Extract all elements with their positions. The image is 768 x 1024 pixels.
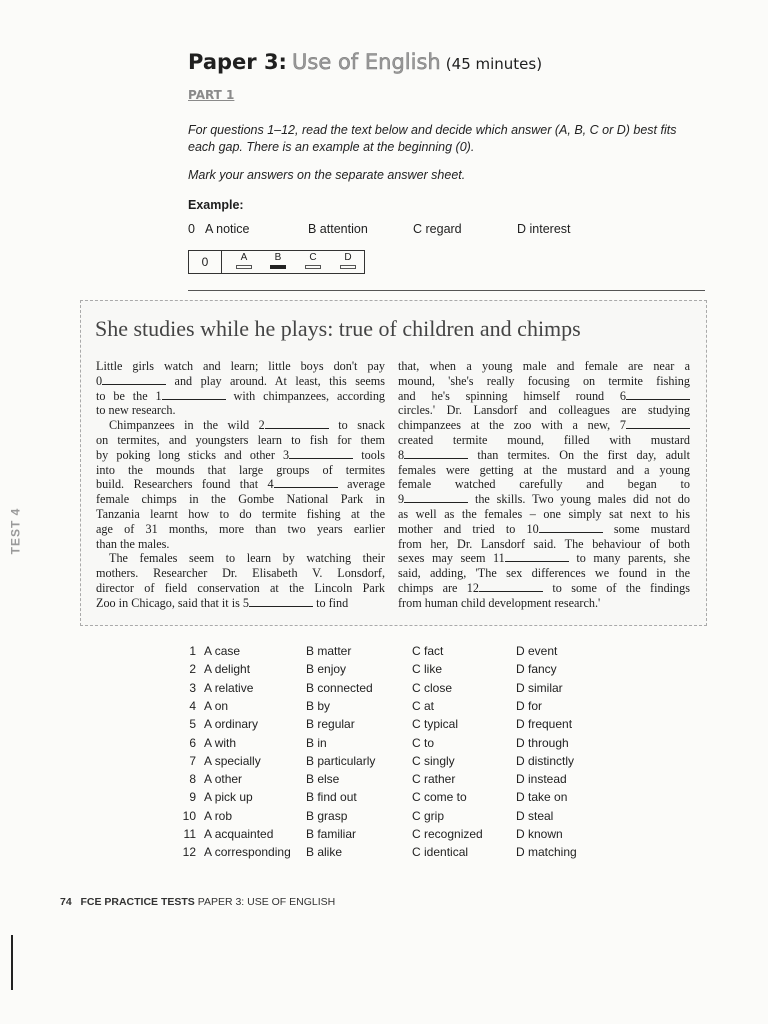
paper-number: Paper 3: — [188, 50, 287, 74]
option-c[interactable] — [412, 715, 458, 733]
instructions-line-1: For questions 1–12, read the text below and decide which answer (A, B, C or D) best fits — [188, 123, 677, 137]
option-word: like — [424, 662, 443, 677]
option-word: singly — [424, 753, 455, 768]
option-letter: C — [412, 735, 424, 750]
option-word: find out — [317, 790, 357, 805]
passage-text: average — [347, 477, 385, 492]
option-letter: A — [204, 808, 215, 823]
option-b[interactable] — [306, 825, 356, 843]
option-d[interactable] — [516, 660, 557, 678]
option-a[interactable] — [204, 825, 273, 843]
passage-text: with chimpanzees, according — [233, 388, 386, 403]
answer-letter-b: B — [274, 252, 282, 263]
option-letter: D — [516, 680, 528, 695]
option-d[interactable] — [516, 843, 577, 861]
option-letter: A — [204, 680, 215, 695]
passage-text: 8 — [398, 447, 405, 462]
option-d[interactable] — [516, 752, 574, 770]
option-letter: C — [412, 845, 424, 860]
option-letter: B — [306, 717, 318, 732]
passage-text: to new research. — [96, 403, 176, 418]
option-d[interactable] — [516, 770, 567, 788]
option-word: rather — [424, 772, 456, 787]
passage-text: female watched carefully and began to — [398, 477, 690, 492]
option-letter: B — [306, 662, 318, 677]
passage-text: that, when a young male and female are near a — [398, 359, 690, 373]
option-word: event — [528, 644, 558, 658]
passage-text: chimpanzees at the zoo with a new, 7 — [398, 418, 626, 433]
option-letter: B — [306, 735, 318, 750]
option-word: take on — [528, 790, 568, 805]
passage-text: mound, 'she's really focusing on termite fishing — [398, 373, 690, 388]
option-a[interactable] — [204, 697, 228, 715]
question-number: 1 — [189, 644, 196, 658]
option-b[interactable] — [306, 660, 346, 678]
option-word: grasp — [317, 808, 348, 823]
option-d[interactable] — [516, 679, 563, 697]
passage-text: Tanzania learnt how to do termite fishing at the — [96, 506, 385, 521]
option-word: else — [317, 772, 340, 787]
option-word: ordinary — [214, 717, 259, 732]
mark-instructions: Mark your answers on the separate answer sheet. — [188, 168, 466, 182]
option-letter: D — [516, 827, 528, 841]
passage-text: mother and tried to 10 — [398, 521, 539, 536]
option-a[interactable] — [204, 660, 250, 678]
passage-text: said, adding, 'The sex differences we found in the — [398, 566, 690, 581]
option-word: identical — [424, 845, 469, 860]
option-a[interactable] — [204, 752, 261, 770]
option-letter: D — [516, 698, 528, 713]
option-c[interactable] — [412, 807, 444, 825]
page-number: 74 — [60, 896, 72, 908]
example-option-c: C regard — [413, 222, 462, 236]
option-letter: B — [306, 644, 318, 658]
part-heading: PART 1 — [188, 88, 235, 102]
question-number: 8 — [189, 772, 196, 787]
option-word: alike — [317, 845, 343, 860]
passage-text: from human child development research.' — [398, 595, 601, 610]
passage-text: than termites. On the first day, adult — [477, 447, 690, 462]
passage-text: and play around. At least, this seems — [174, 373, 385, 388]
passage-text: to be the 1 — [96, 388, 162, 403]
option-c[interactable] — [412, 679, 452, 697]
option-c[interactable] — [412, 734, 434, 752]
question-number: 11 — [183, 827, 196, 841]
option-word: specially — [214, 753, 261, 768]
option-d[interactable] — [516, 642, 557, 660]
option-d[interactable] — [516, 788, 567, 806]
option-letter: A — [204, 698, 215, 713]
example-label: Example: — [188, 198, 244, 212]
passage-text: by poking long sticks and other 3 — [96, 447, 290, 462]
instructions-line-2: each gap. There is an example at the beginning (0). — [188, 140, 475, 154]
option-word: acquainted — [214, 827, 274, 841]
question-number: 9 — [189, 790, 196, 805]
side-tab-label: TEST 4 — [8, 507, 23, 555]
option-letter: C — [412, 662, 424, 677]
option-word: typical — [424, 717, 459, 732]
option-word: grip — [424, 808, 445, 823]
passage-text: the skills. Two young males did not do — [474, 492, 690, 507]
option-word: rob — [214, 808, 233, 823]
passage-text: Zoo in Chicago, said that it is 5 — [96, 595, 250, 610]
option-letter: C — [412, 827, 424, 841]
option-letter: C — [412, 753, 424, 768]
option-c[interactable] — [412, 697, 434, 715]
option-b[interactable] — [306, 752, 375, 770]
option-letter: A — [204, 662, 215, 677]
option-b[interactable] — [306, 788, 357, 806]
passage-text: Chimpanzees in the wild 2 — [109, 418, 265, 433]
option-word: distinctly — [528, 753, 575, 768]
option-b[interactable] — [306, 843, 342, 861]
option-letter: C — [412, 698, 424, 713]
option-word: other — [214, 772, 243, 787]
passage-text: into the mounds that large groups of termites — [96, 462, 385, 477]
option-d[interactable] — [516, 825, 563, 843]
example-option-d: D interest — [517, 222, 571, 236]
passage-text: build. Researchers found that 4 — [96, 477, 274, 492]
option-letter: B — [306, 753, 318, 768]
option-letter: B — [306, 808, 318, 823]
option-letter: C — [412, 644, 424, 658]
option-letter: D — [516, 644, 528, 658]
option-word: enjoy — [317, 662, 347, 677]
passage-text: The females seem to learn by watching their — [109, 551, 385, 566]
option-b[interactable] — [306, 770, 339, 788]
option-letter: C — [412, 772, 424, 787]
paper-section: Use of English — [292, 50, 441, 74]
option-word: for — [528, 698, 543, 713]
option-c[interactable] — [412, 825, 483, 843]
answer-letter-d: D — [344, 252, 352, 263]
example-option-a: A notice — [205, 222, 250, 236]
test-side-tab — [8, 496, 54, 576]
option-word: recognized — [424, 827, 483, 841]
passage-text: chimps are 12 — [398, 580, 479, 595]
answer-letter-a: A — [240, 252, 248, 263]
question-number: 4 — [189, 698, 196, 713]
option-c[interactable] — [412, 752, 455, 770]
question-number: 12 — [182, 845, 196, 860]
option-letter: B — [306, 680, 318, 695]
option-b[interactable] — [306, 642, 351, 660]
passage-text: Little girls watch and learn; little boys don't pay — [96, 359, 385, 373]
option-word: close — [424, 680, 453, 695]
footer-section: PAPER 3: USE OF ENGLISH — [197, 896, 336, 908]
passage-title: She studies while he plays: true of children and chimps — [95, 316, 581, 341]
option-letter: A — [204, 735, 215, 750]
option-letter: C — [412, 808, 424, 823]
option-word: particularly — [317, 753, 376, 768]
option-a[interactable] — [204, 807, 232, 825]
option-d[interactable] — [516, 715, 572, 733]
option-word: pick up — [214, 790, 253, 805]
option-b[interactable] — [306, 697, 330, 715]
option-a[interactable] — [204, 679, 253, 697]
passage-text: tools — [361, 447, 385, 462]
option-word: to — [424, 735, 435, 750]
passage-text: some mustard — [613, 521, 690, 536]
option-letter: B — [306, 790, 318, 805]
passage-text: circles.' Dr. Lansdorf and colleagues are studying — [398, 403, 690, 418]
option-a[interactable] — [204, 770, 242, 788]
option-word: delight — [214, 662, 251, 677]
passage-text: to many parents, she — [576, 551, 690, 566]
option-letter: D — [516, 717, 528, 732]
question-number: 3 — [189, 680, 196, 695]
passage-text: to snack — [338, 418, 386, 433]
option-letter: B — [306, 827, 318, 841]
option-word: on — [214, 698, 229, 713]
option-letter: D — [516, 845, 528, 860]
passage-text: director of field conservation at the Lincoln Park — [96, 580, 385, 595]
passage-text: and he's spinning himself round 6 — [398, 388, 626, 403]
option-letter: D — [516, 808, 528, 823]
option-d[interactable] — [516, 807, 553, 825]
option-word: similar — [528, 680, 563, 695]
option-word: with — [214, 735, 237, 750]
option-letter: A — [204, 845, 215, 860]
option-b[interactable] — [306, 807, 347, 825]
question-number: 5 — [189, 717, 196, 732]
passage-text: age of 31 months, more than two years earlier — [96, 521, 385, 536]
option-c[interactable] — [412, 770, 455, 788]
option-letter: A — [204, 827, 215, 841]
option-letter: B — [306, 845, 318, 860]
option-word: regular — [317, 717, 355, 732]
option-letter: D — [516, 753, 528, 768]
option-word: in — [317, 735, 327, 750]
option-word: frequent — [528, 717, 573, 732]
passage-text: females were getting at the mustard and a young — [398, 462, 690, 477]
passage-text: 0 — [96, 373, 103, 388]
option-word: instead — [528, 772, 567, 787]
example-number: 0 — [188, 222, 195, 236]
passage-text: mothers. Researcher Dr. Elisabeth V. Lonsdorf, — [96, 566, 385, 581]
option-word: matching — [528, 845, 577, 860]
passage-text: as well as the females – one simply sat next to his — [398, 506, 690, 521]
question-number: 2 — [189, 662, 196, 677]
passage-text: sexes may seem 11 — [398, 551, 505, 566]
option-word: fact — [424, 644, 444, 658]
option-d[interactable] — [516, 734, 569, 752]
option-a[interactable] — [204, 788, 253, 806]
passage-text: created termite mound, filled with mustard — [398, 432, 690, 447]
option-letter: B — [306, 698, 318, 713]
option-a[interactable] — [204, 843, 291, 861]
option-word: known — [528, 827, 563, 841]
page-footer — [60, 896, 335, 908]
option-letter: C — [412, 790, 424, 805]
option-letter: D — [516, 735, 528, 750]
option-letter: C — [412, 680, 424, 695]
option-letter: D — [516, 790, 528, 805]
footer-book-title: FCE PRACTICE TESTS — [80, 896, 195, 908]
passage-text: 9 — [398, 492, 405, 507]
option-c[interactable] — [412, 788, 467, 806]
passage-text: on termites, and youngsters learn to fish for them — [96, 432, 385, 447]
question-number: 10 — [182, 808, 196, 823]
answer-letter-c: C — [309, 252, 317, 263]
option-word: come to — [424, 790, 467, 805]
option-letter: C — [412, 717, 424, 732]
option-c[interactable] — [412, 843, 468, 861]
passage-text: from her, Dr. Lansdorf said. The behaviour of both — [398, 536, 690, 551]
option-b[interactable] — [306, 715, 355, 733]
paper-duration: (45 minutes) — [445, 55, 543, 73]
option-word: by — [317, 698, 331, 713]
option-d[interactable] — [516, 697, 542, 715]
option-b[interactable] — [306, 679, 373, 697]
passage-text: to some of the findings — [552, 580, 690, 595]
option-word: fancy — [528, 662, 557, 677]
option-word: connected — [317, 680, 373, 695]
question-number: 6 — [189, 735, 196, 750]
option-letter: A — [204, 790, 215, 805]
option-word: case — [214, 644, 241, 658]
answer-box-number: 0 — [189, 251, 222, 273]
option-letter: A — [204, 644, 215, 658]
passage-text: to find — [316, 595, 349, 610]
option-c[interactable] — [412, 642, 443, 660]
option-letter: B — [306, 772, 318, 787]
option-letter: A — [204, 717, 215, 732]
option-a[interactable] — [204, 715, 258, 733]
passage-text: than the males. — [96, 536, 170, 551]
option-word: matter — [317, 644, 352, 658]
example-option-b: B attention — [308, 222, 368, 236]
option-word: corresponding — [214, 845, 291, 860]
page-edge-mark — [11, 935, 13, 990]
option-a[interactable] — [204, 734, 236, 752]
option-b[interactable] — [306, 734, 327, 752]
option-word: familiar — [317, 827, 357, 841]
option-letter: A — [204, 753, 215, 768]
option-word: at — [424, 698, 435, 713]
option-letter: D — [516, 772, 528, 787]
passage-text: female chimps in the Gombe National Park in — [96, 492, 385, 507]
option-c[interactable] — [412, 660, 442, 678]
option-letter: D — [516, 662, 528, 677]
option-letter: A — [204, 772, 215, 787]
option-word: relative — [214, 680, 254, 695]
question-number: 7 — [189, 753, 196, 768]
option-a[interactable] — [204, 642, 240, 660]
option-word: through — [528, 735, 569, 750]
option-word: steal — [528, 808, 554, 823]
